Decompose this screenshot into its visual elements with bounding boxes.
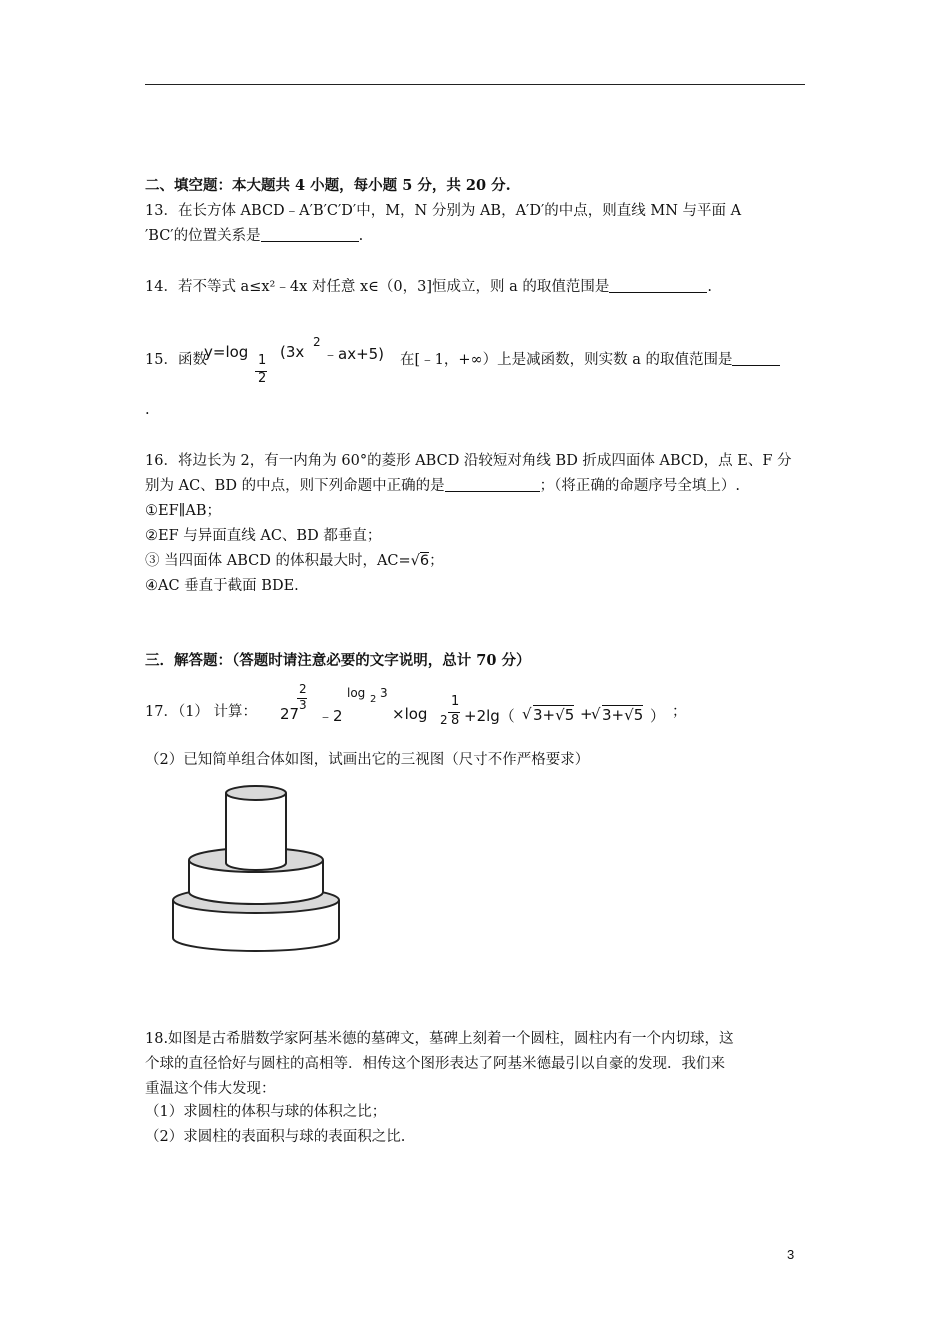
q17-minus-2: ﹣2: [318, 707, 343, 725]
stacked-cylinders-figure: [165, 780, 350, 955]
page-number: 3: [787, 1247, 795, 1262]
q15-arg-b: ﹣ax+5): [323, 345, 385, 363]
q16-line1: 16．将边长为 2，有一内角为 60°的菱形 ABCD 沿较短对角线 BD 折成四面体 ABCD，点 E、F 分: [145, 453, 792, 469]
header-rule: [145, 84, 805, 85]
q16-option-4: ④AC 垂直于截面 BDE.: [145, 578, 299, 594]
q17-sqrt2-body: 3+√5: [602, 706, 644, 724]
q16-answer-blank: [445, 476, 540, 492]
q17-base-27: 27: [280, 705, 300, 723]
q17-exp-log-sub: 2: [370, 694, 377, 705]
q17-exp-log: log: [347, 686, 366, 700]
q17-exp-log-arg: 3: [380, 686, 388, 700]
q18-part2: （2）求圆柱的表面积与球的表面积之比.: [145, 1129, 406, 1145]
q17-plus-2lg: +2lg（: [464, 707, 515, 725]
q15-log: y=log: [204, 343, 249, 361]
section2-heading: 二、填空题：本大题共 4 小题，每小题 5 分，共 20 分.: [145, 177, 511, 194]
q15-answer-blank: [732, 350, 780, 366]
q18-line3: 重温这个伟大发现：: [145, 1081, 276, 1097]
q14-line: 14．若不等式 a≤x²﹣4x 对任意 x∈（0，3]恒成立，则 a 的取值范围是 .: [145, 279, 712, 295]
q16-option-1: ①EF∥AB；: [145, 503, 221, 519]
q15-arg-a: (3x: [280, 343, 305, 361]
q14-answer-blank: [609, 277, 707, 293]
section3-heading: 三．解答题：（答题时请注意必要的文字说明，总计 70 分）: [145, 652, 531, 669]
q17-sqrt2-sign: √: [591, 705, 601, 723]
q17-frac-den: 8: [451, 713, 460, 728]
q15-base-num: 1: [258, 353, 267, 368]
q17-semicolon: ；: [672, 704, 687, 720]
q13-line1: 13．在长方体 ABCD﹣A′B′C′D′中，M，N 分别为 AB，A′D′的中点，则直线 MN 与平面 A: [145, 203, 742, 219]
q17-log-sub: 2: [440, 713, 448, 727]
q17-exp-num: 2: [299, 682, 307, 696]
q15-arg-exp: 2: [313, 335, 321, 349]
q17-sqrt1-sign: √: [522, 705, 532, 723]
q17-label: 17．（1） 计算：: [145, 704, 258, 720]
q16-line2: 别为 AC、BD 的中点，则下列命题中正确的是 ；（将正确的命题序号全填上）.: [145, 478, 740, 494]
q16-sqrt-value: 6: [419, 553, 430, 569]
q17-plus: +: [580, 705, 593, 723]
q13-line2: ′BC′的位置关系是 .: [145, 228, 364, 244]
q15-base-den: 2: [258, 371, 267, 386]
q15-tail: 在[﹣1，+∞）上是减函数，则实数 a 的取值范围是: [400, 350, 780, 370]
q15-label: 15．函数: [145, 352, 207, 368]
q17-times-log: ×log: [392, 705, 428, 723]
q15-end: .: [145, 402, 150, 418]
q18-line1: 18.如图是古希腊数学家阿基米德的墓碑文，墓碑上刻着一个圆柱，圆柱内有一个内切球，这: [145, 1031, 734, 1047]
q13-answer-blank: [261, 226, 359, 242]
q16-option-3: ③ 当四面体 ABCD 的体积最大时，AC=√6；: [145, 553, 444, 569]
q16-option-2: ②EF 与异面直线 AC、BD 都垂直；: [145, 528, 382, 544]
q17-close: ）: [650, 707, 666, 725]
q18-part1: （1）求圆柱的体积与球的体积之比；: [145, 1104, 387, 1120]
q18-line2: 个球的直径恰好与圆柱的高相等．相传这个图形表达了阿基米德最引以自豪的发现．我们来: [145, 1056, 725, 1072]
q17-part2: （2）已知简单组合体如图，试画出它的三视图（尺寸不作严格要求）: [145, 752, 590, 768]
q17-frac-num: 1: [451, 694, 460, 709]
q16-sqrt-sign: √: [410, 553, 420, 569]
q17-sqrt1-body: 3+√5: [533, 706, 575, 724]
q17-exp-den: 3: [299, 698, 307, 712]
